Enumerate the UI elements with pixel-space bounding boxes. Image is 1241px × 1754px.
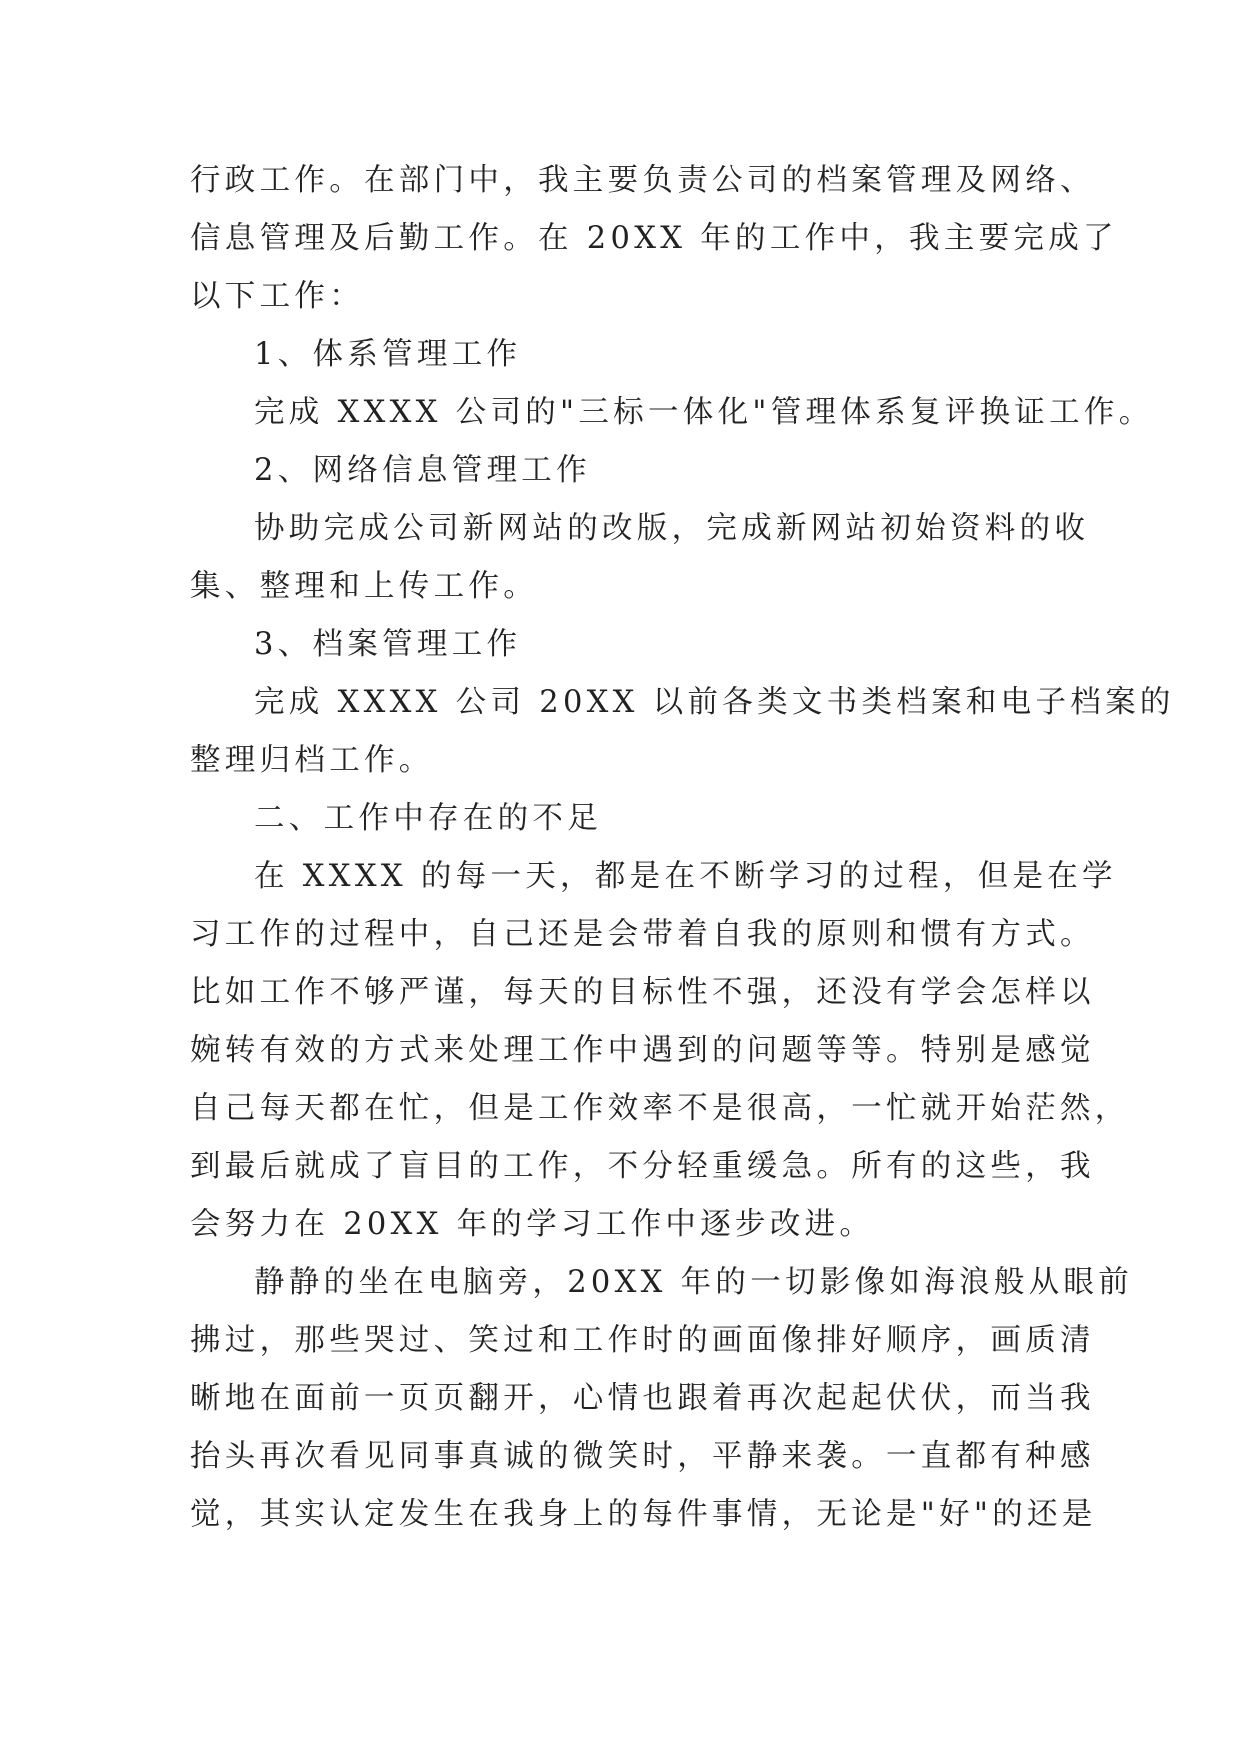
- text-line: 比如工作不够严谨，每天的目标性不强，还没有学会怎样以: [190, 975, 1095, 1010]
- section-heading: 二、工作中存在的不足: [254, 801, 602, 836]
- text-line: 完成 XXXX 公司的"三标一体化"管理体系复评换证工作。: [254, 395, 1154, 430]
- text-line: 到最后就成了盲目的工作，不分轻重缓急。所有的这些，我: [190, 1149, 1095, 1184]
- text-line: 晰地在面前一页页翻开，心情也跟着再次起起伏伏，而当我: [190, 1381, 1095, 1416]
- text-line: 拂过，那些哭过、笑过和工作时的画面像排好顺序，画质清: [190, 1323, 1095, 1358]
- text-line: 完成 XXXX 公司 20XX 以前各类文书类档案和电子档案的: [254, 685, 1175, 720]
- text-line: 整理归档工作。: [190, 743, 434, 778]
- text-line: 集、整理和上传工作。: [190, 569, 538, 604]
- text-line: 行政工作。在部门中，我主要负责公司的档案管理及网络、: [190, 163, 1095, 198]
- text-line: 会努力在 20XX 年的学习工作中逐步改进。: [190, 1207, 875, 1242]
- text-line: 习工作的过程中，自己还是会带着自我的原则和惯有方式。: [190, 917, 1095, 952]
- text-line: 觉，其实认定发生在我身上的每件事情，无论是"好"的还是: [190, 1497, 1097, 1532]
- section-heading: 1、体系管理工作: [254, 337, 522, 372]
- text-line: 自己每天都在忙，但是工作效率不是很高，一忙就开始茫然，: [190, 1091, 1130, 1126]
- document-body: [190, 152, 1175, 1544]
- text-line: 协助完成公司新网站的改版，完成新网站初始资料的收: [254, 511, 1090, 546]
- text-line: 在 XXXX 的每一天，都是在不断学习的过程，但是在学: [254, 859, 1117, 894]
- section-heading: 2、网络信息管理工作: [254, 453, 591, 488]
- section-heading: 3、档案管理工作: [254, 627, 522, 662]
- text-line: 抬头再次看见同事真诚的微笑时，平静来袭。一直都有种感: [190, 1439, 1095, 1474]
- text-line: 婉转有效的方式来处理工作中遇到的问题等等。特别是感觉: [190, 1033, 1095, 1068]
- text-line: 以下工作：: [190, 279, 364, 314]
- text-line: 静静的坐在电脑旁，20XX 年的一切影像如海浪般从眼前: [254, 1265, 1134, 1300]
- text-line: 信息管理及后勤工作。在 20XX 年的工作中，我主要完成了: [190, 221, 1118, 256]
